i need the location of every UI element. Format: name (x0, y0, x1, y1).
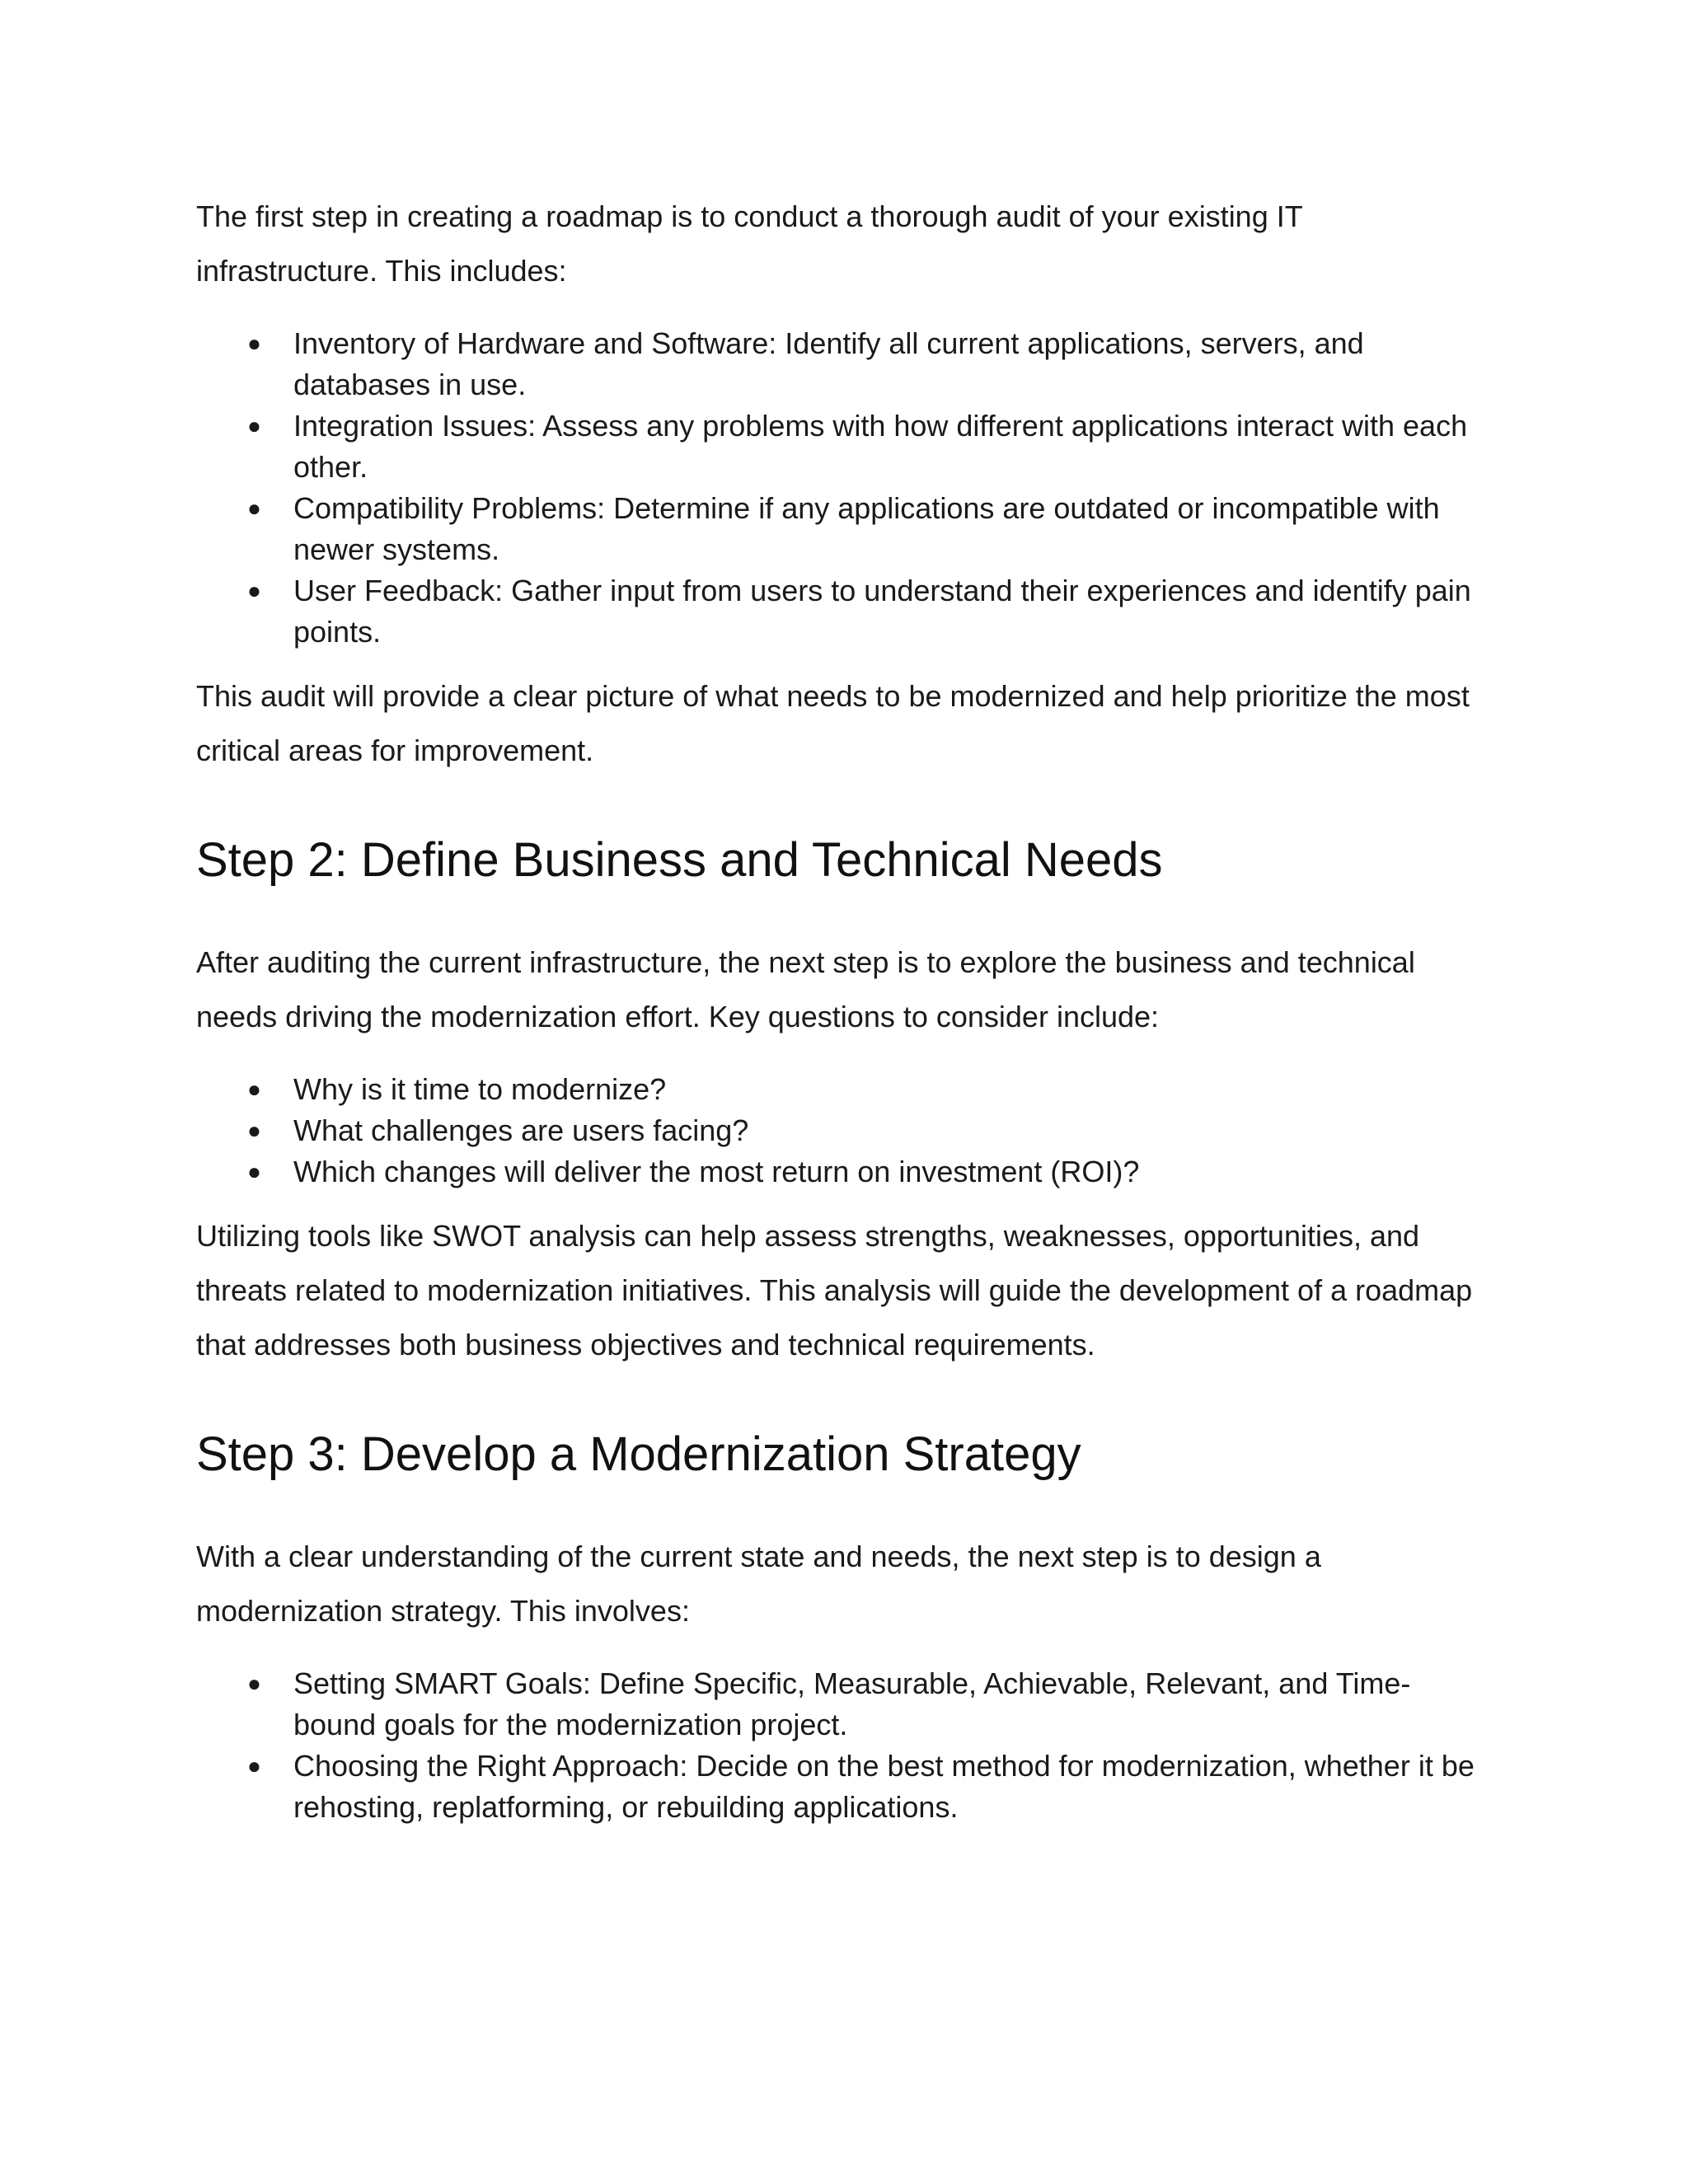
step3-list (196, 1663, 1482, 1828)
step2-heading: Step 2: Define Business and Technical Needs (196, 833, 1163, 887)
bullet-icon: ● (247, 1671, 261, 1696)
list-item: ● Inventory of Hardware and Software: Identify all current applications, servers, and databases in use. (196, 323, 1482, 405)
bullet-icon: ● (247, 1076, 261, 1102)
bullet-icon: ● (247, 330, 261, 356)
step2-intro-paragraph: After auditing the current infrastructure, the next step is to explore the business and technical needs driving the modernization effort. Key questions to consider include: (196, 945, 1415, 1033)
bullet-icon: ● (247, 413, 261, 438)
bullet-icon: ● (247, 1118, 261, 1143)
intro-paragraph: The first step in creating a roadmap is to conduct a thorough audit of your existing IT infrastructure. This includes: (196, 199, 1303, 288)
step2-question-list (196, 1069, 1482, 1193)
audit-summary-paragraph: This audit will provide a clear picture of what needs to be modernized and help prioritize the most critical areas for improvement. (196, 679, 1470, 767)
list-item: ● Choosing the Right Approach: Decide on the best method for modernization, whether it be rehosting, replatforming, or rebuilding applications. (196, 1746, 1482, 1828)
bullet-icon: ● (247, 1159, 261, 1184)
list-item: ● Which changes will deliver the most return on investment (ROI)? (196, 1151, 1482, 1193)
list-item: ● Compatibility Problems: Determine if any applications are outdated or incompatible with newer systems. (196, 488, 1482, 570)
list-item: ● What challenges are users facing? (196, 1110, 1482, 1151)
bullet-icon: ● (247, 578, 261, 603)
list-item: ● User Feedback: Gather input from users to understand their experiences and identify pain points. (196, 570, 1482, 653)
audit-list (196, 323, 1482, 653)
step3-intro-paragraph: With a clear understanding of the current state and needs, the next step is to design a modernization strategy. This involves: (196, 1540, 1321, 1628)
document-content (196, 190, 1482, 1828)
list-item: ● Integration Issues: Assess any problems with how different applications interact with each other. (196, 405, 1482, 488)
bullet-icon: ● (247, 1753, 261, 1779)
step2-summary-paragraph: Utilizing tools like SWOT analysis can help assess strengths, weaknesses, opportunities, and threats related to modernization initiatives. This analysis will guide the development of a roadmap that addresses both business objectives and technical requirements. (196, 1219, 1473, 1361)
list-item: ● Why is it time to modernize? (196, 1069, 1482, 1110)
bullet-icon: ● (247, 495, 261, 521)
step3-heading: Step 3: Develop a Modernization Strategy (196, 1427, 1081, 1481)
list-item: ● Setting SMART Goals: Define Specific, Measurable, Achievable, Relevant, and Time-bound goals for the modernization project. (196, 1663, 1482, 1746)
